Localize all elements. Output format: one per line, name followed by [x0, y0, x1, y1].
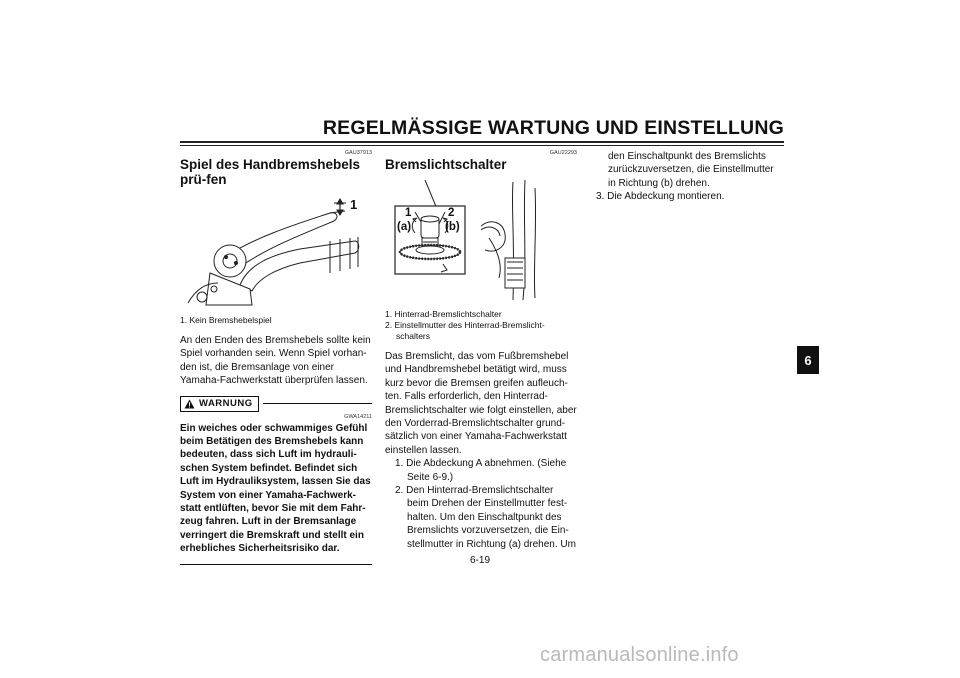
warning-box	[180, 396, 372, 565]
column-brake-lever	[180, 150, 372, 565]
watermark: carmanualsonline.info	[540, 644, 739, 666]
step-item: 3. Die Abdeckung montieren.	[596, 191, 725, 203]
page-number: 6-19	[469, 555, 490, 566]
caption-item: 2. Einstellmutter des Hinterrad-Bremslicht-schalters	[385, 320, 545, 341]
body-paragraph: An den Enden des Bremshebels sollte kein Spiel vorhanden sein. Wenn Spiel vorhan-den ist, die Bremsanlage von einer Yamaha-Fachwerkstatt überprüfen lassen.	[180, 335, 371, 387]
brake-lever-figure	[180, 193, 372, 313]
brake-switch-illustration	[385, 178, 577, 302]
warning-code: GWA14211	[344, 413, 372, 420]
title-rule-thin	[180, 145, 784, 146]
warning-rule	[263, 403, 372, 404]
column-continuation	[586, 150, 784, 204]
body-paragraph: Das Bremslicht, das vom Fußbremshebel und Handbremshebel betätigt wird, muss kurz bevor die Bremsen greifen aufleuch-ten. Falls erforderlich, den Hinterrad-Bremslichtschalter wie folgt einstellen, aber den Vorderrad-Bremslichtschalter grund-sätzlich von einer Yamaha-Fachwerkstatt einstellen lassen.	[385, 351, 577, 456]
figure-callout-2: 2	[448, 207, 455, 219]
warning-end-rule	[180, 564, 372, 565]
figure-callout-b: (b)	[445, 221, 460, 233]
section-heading: Bremslichtschalter	[385, 157, 507, 172]
chapter-tab: 6	[797, 346, 819, 374]
step-item: 1. Die Abdeckung A abnehmen. (Siehe Seite 6-9.)	[395, 458, 567, 483]
step-continuation: den Einschaltpunkt des Bremslichts zurückzuversetzen, die Einstellmutter in Richtung (b) drehen.	[608, 151, 774, 189]
section-heading: Spiel des Handbremshebels prü-fen	[180, 157, 361, 187]
section-code: GAU22293	[549, 150, 577, 156]
warning-label: WARNUNG	[199, 398, 253, 410]
column-brake-light-switch	[385, 150, 577, 551]
warning-triangle-icon	[184, 399, 195, 409]
figure-callout-1: 1	[405, 207, 412, 219]
warning-text: Ein weiches oder schwammiges Gefühl beim Betätigen des Bremshebels kann bedeuten, dass sich Luft im hydrauli-schen System befindet. Befindet sich Luft im Hydrauliksystem, lassen Sie das System von einer Yamaha-Fachwerk-statt entlüften, bevor Sie mit dem Fahr-zeug fahren. Luft in der Bremsanlage verringert die Bremskraft und stellt ein erhebliches Sicherheitsrisiko dar.	[180, 422, 371, 555]
section-code: GAU37913	[344, 150, 372, 156]
warning-badge	[180, 396, 259, 412]
brake-lever-illustration	[180, 193, 372, 308]
step-item: 2. Den Hinterrad-Bremslichtschalter beim Drehen der Einstellmutter fest-halten. Um den Einschaltpunkt des Bremslichts vorzuversetzen, die Ein-stellmutter in Richtung (a) drehen. Um	[395, 485, 576, 550]
figure-caption	[385, 309, 577, 342]
figure-callout-a: (a)	[397, 221, 412, 233]
figure-caption: 1. Kein Bremshebelspiel	[180, 315, 272, 325]
figure-callout-1: 1	[350, 197, 358, 212]
brake-switch-figure	[385, 178, 577, 307]
title-rule	[180, 141, 784, 143]
page-title: REGELMÄSSIGE WARTUNG UND EINSTELLUNG	[322, 117, 784, 139]
caption-item: 1. Hinterrad-Bremslichtschalter	[385, 309, 502, 319]
